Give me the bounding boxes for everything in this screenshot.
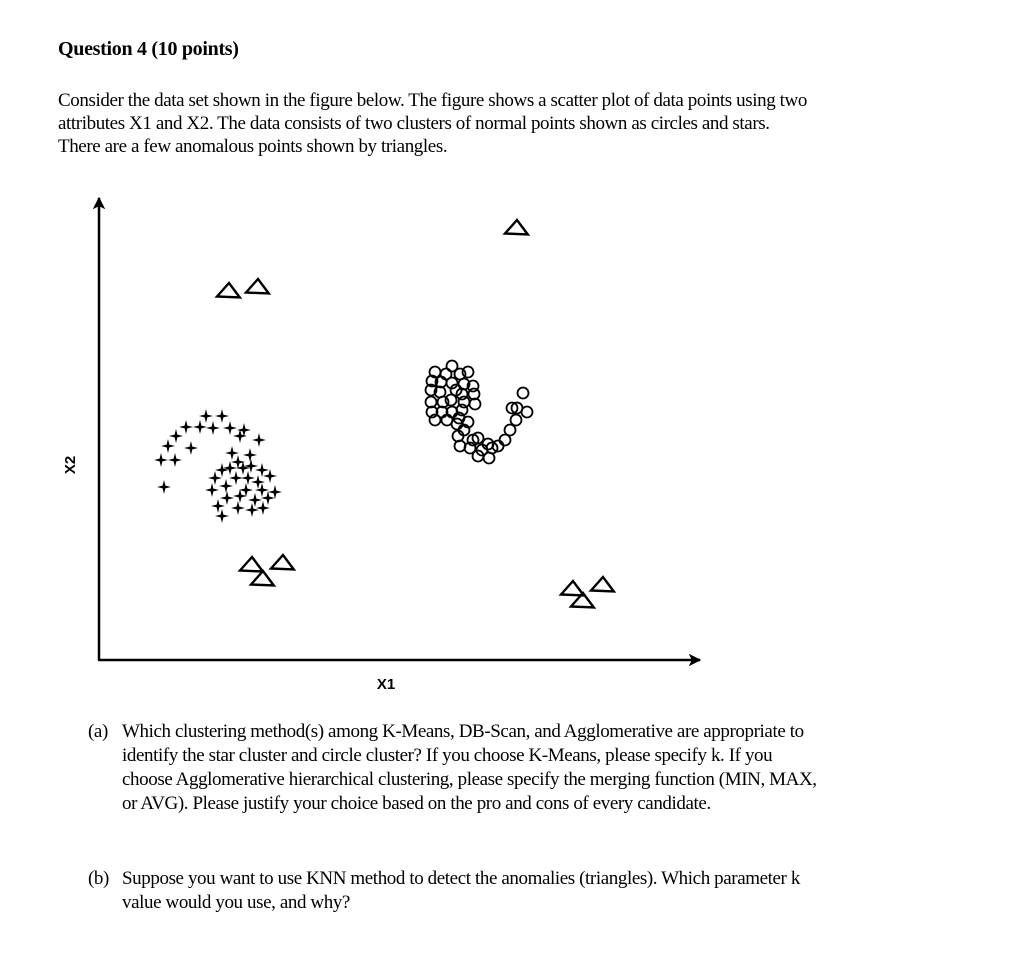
part-b-line: Suppose you want to use KNN method to detect the anomalies (triangles). Which parameter k (122, 868, 800, 889)
part-a-line: or AVG). Please justify your choice based on the pro and cons of every candidate. (122, 793, 711, 814)
star-point (244, 459, 258, 473)
intro-line: There are a few anomalous points shown by triangles. (58, 136, 448, 157)
question-part-b (88, 867, 968, 915)
star-point (223, 461, 237, 475)
part-b-label: (b) (88, 868, 109, 889)
star-point (252, 433, 266, 447)
triangle-point (561, 581, 584, 596)
star-point (205, 483, 219, 497)
star-point (215, 409, 229, 423)
intro-line: attributes X1 and X2. The data consists of two clusters of normal points shown as circles and stars. (58, 113, 770, 134)
star-point (206, 421, 220, 435)
x-axis-label: X1 (376, 676, 396, 693)
triangle-point (591, 577, 614, 592)
part-a-label: (a) (88, 721, 108, 742)
circle-point (522, 407, 533, 418)
star-point (199, 409, 213, 423)
question-part-a (88, 720, 968, 816)
star-point (231, 501, 245, 515)
triangle-point (271, 555, 294, 570)
star-point (220, 491, 234, 505)
part-a-line: choose Agglomerative hierarchical clustering, please specify the merging function (MIN, MAX, (122, 769, 817, 790)
star-point (263, 469, 277, 483)
data-points (154, 220, 614, 608)
star-point (161, 439, 175, 453)
star-point (223, 421, 237, 435)
part-a-line: identify the star cluster and circle cluster? If you choose K-Means, please specify k. If you (122, 745, 773, 766)
triangle-point (217, 283, 240, 298)
triangle-point (246, 279, 269, 294)
part-a-line: Which clustering method(s) among K-Means, DB-Scan, and Agglomerative are appropriate to (122, 721, 804, 742)
star-point (229, 471, 243, 485)
circle-point (505, 425, 516, 436)
star-point (243, 448, 257, 462)
question-title: Question 4 (10 points) (58, 38, 239, 60)
star-point (169, 429, 183, 443)
star-point (245, 503, 259, 517)
triangle-series (217, 220, 614, 608)
triangle-point (240, 557, 263, 572)
star-point (219, 479, 233, 493)
star-point (211, 499, 225, 513)
intro-line: Consider the data set shown in the figure below. The figure shows a scatter plot of data points using two (58, 90, 807, 111)
circle-point (484, 453, 495, 464)
circle-series (426, 361, 533, 464)
star-point (255, 463, 269, 477)
star-point (225, 446, 239, 460)
part-b-line: value would you use, and why? (122, 892, 350, 913)
triangle-point (505, 220, 528, 235)
star-series (154, 409, 282, 523)
star-point (168, 453, 182, 467)
circle-point (455, 441, 466, 452)
star-point (215, 463, 229, 477)
y-axis-label: X2 (62, 455, 79, 475)
star-point (157, 480, 171, 494)
star-point (208, 471, 222, 485)
star-point (215, 509, 229, 523)
star-point (193, 420, 207, 434)
star-point (248, 493, 262, 507)
triangle-point (251, 571, 274, 586)
star-point (154, 453, 168, 467)
star-point (184, 441, 198, 455)
circle-point (511, 415, 522, 426)
star-point (179, 420, 193, 434)
circle-point (518, 388, 529, 399)
